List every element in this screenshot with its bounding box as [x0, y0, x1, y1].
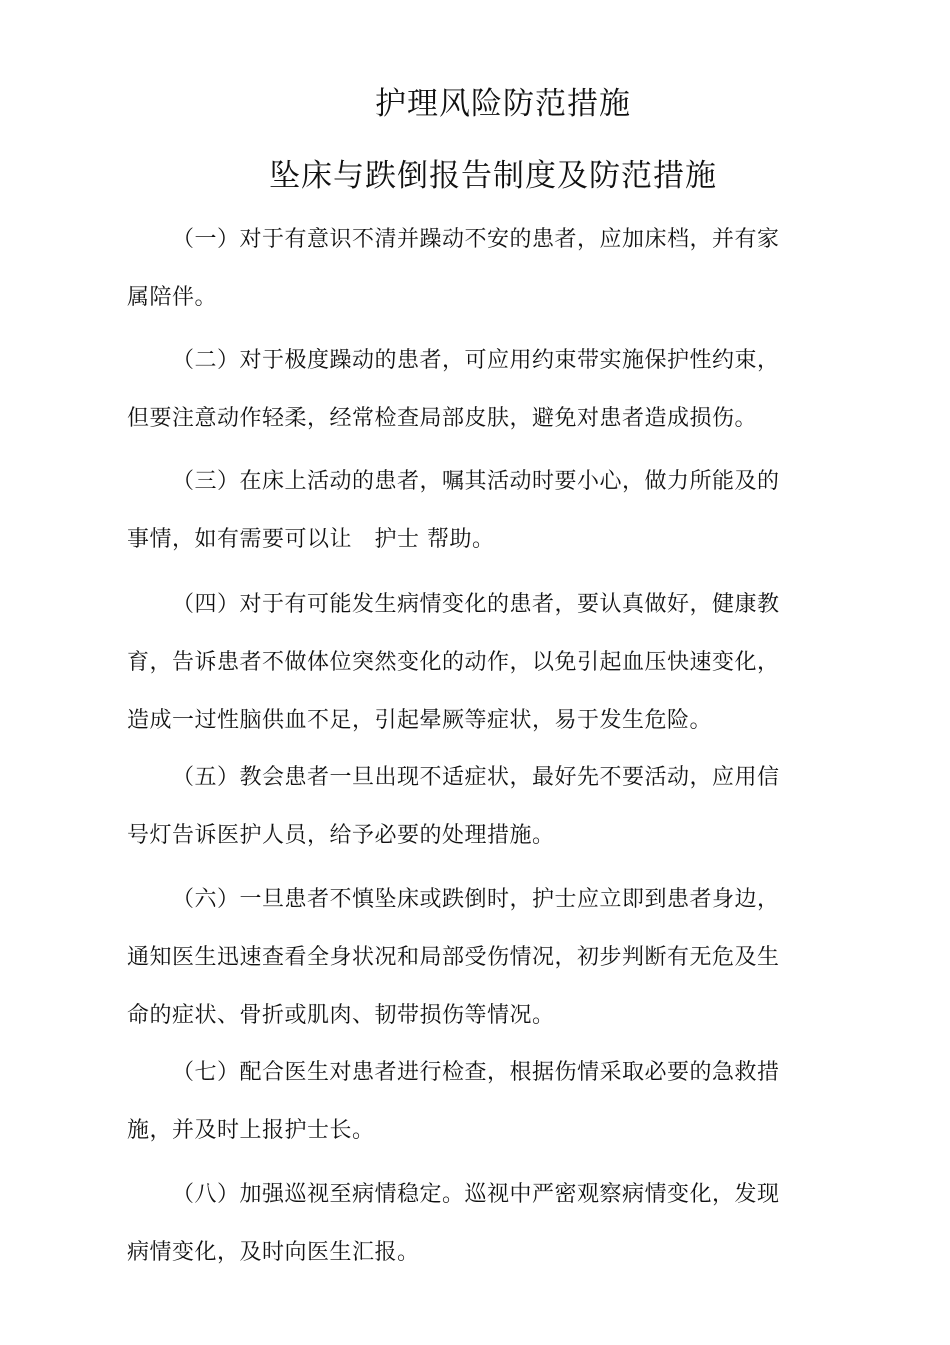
- paragraph-4: [127, 576, 780, 750]
- paragraph-line: 造成一过性脑供血不足，引起晕厥等症状，易于发生危险。: [127, 708, 713, 733]
- paragraph-line: （一）对于有意识不清并躁动不安的患者，应加床档，并有家: [172, 227, 780, 252]
- paragraph-line: 属陪伴。: [127, 285, 218, 310]
- paragraph-line: 通知医生迅速查看全身状况和局部受伤情况，初步判断有无危及生: [127, 945, 780, 970]
- paragraph-line: （八）加强巡视至病情稳定。巡视中严密观察病情变化，发现: [172, 1182, 780, 1207]
- paragraph-7: [127, 1044, 780, 1160]
- paragraph-line: （二）对于极度躁动的患者，可应用约束带实施保护性约束，: [172, 348, 780, 373]
- paragraph-line: 命的症状、骨折或肌肉、韧带损伤等情况。: [127, 1003, 555, 1028]
- paragraph-line: 号灯告诉医护人员，给予必要的处理措施。: [127, 823, 555, 848]
- paragraph-line: （六）一旦患者不慎坠床或跌倒时，护士应立即到患者身边，: [172, 887, 780, 912]
- paragraph-line: 但要注意动作轻柔，经常检查局部皮肤，避免对患者造成损伤。: [127, 406, 758, 431]
- page-subtitle: 坠床与跌倒报告制度及防范措施: [269, 158, 717, 194]
- paragraph-line: （七）配合医生对患者进行检查，根据伤情采取必要的急救措: [172, 1060, 780, 1085]
- paragraph-8: [127, 1166, 780, 1282]
- paragraph-line: （四）对于有可能发生病情变化的患者，要认真做好，健康教: [172, 592, 780, 617]
- paragraph-line: （五）教会患者一旦出现不适症状，最好先不要活动，应用信: [172, 765, 780, 790]
- paragraph-line: 施，并及时上报护士长。: [127, 1118, 375, 1143]
- page-title: 护理风险防范措施: [375, 86, 631, 122]
- paragraph-6: [127, 871, 780, 1045]
- paragraph-line: 事情，如有需要可以让 护士 帮助。: [127, 527, 495, 552]
- paragraph-2: [127, 332, 780, 448]
- paragraph-5: [127, 749, 780, 865]
- paragraph-line: （三）在床上活动的患者，嘱其活动时要小心，做力所能及的: [172, 469, 780, 494]
- paragraph-line: 育，告诉患者不做体位突然变化的动作，以免引起血压快速变化，: [127, 650, 780, 675]
- paragraph-3: [127, 453, 780, 569]
- paragraph-1: [127, 211, 780, 327]
- paragraph-line: 病情变化，及时向医生汇报。: [127, 1240, 420, 1265]
